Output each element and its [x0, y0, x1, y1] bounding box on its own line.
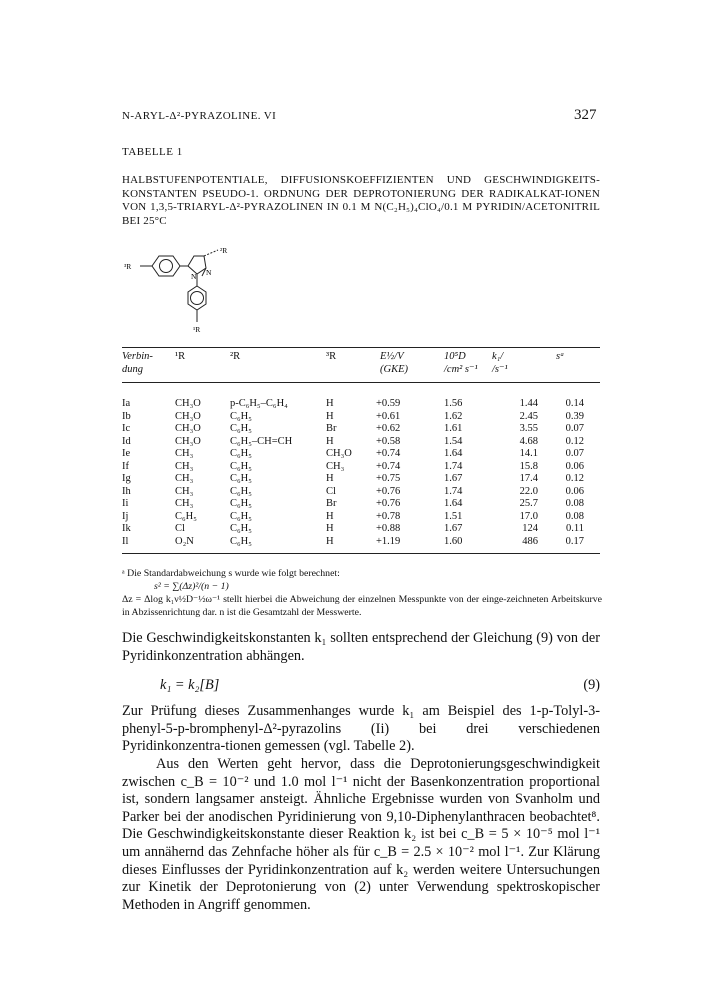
cell-r2: C₆H₅ [230, 448, 252, 459]
cell-s: 0.06 [565, 460, 584, 472]
cell-compound: Ig [122, 473, 131, 484]
cell-r2: C₆H₅ [230, 485, 252, 497]
cell-k1: 486 [522, 535, 538, 547]
table-row [0, 448, 720, 460]
cell-diffusion: 1.67 [444, 473, 463, 484]
cell-s: 0.08 [565, 510, 584, 522]
cell-compound: Ik [122, 523, 131, 534]
table-caption: HALBSTUFENPOTENTIALE, DIFFUSIONSKOEFFIZIENTEN UND GESCHWINDIGKEITS-KONSTANTEN PSEUDO-1. ORDNUNG DER DEPROTONIERUNG DER RADIKALKAT-IONEN VON 1,3,5-TRIARYL-Δ²-PYRAZOLINEN IN 0.1 M N(C₂H₅)₄ClO₄/0.1 M PYRIDIN/ACETONITRIL BEI 25°C [122, 174, 600, 227]
col-header-s: sᵃ [556, 351, 565, 362]
cell-diffusion: 1.54 [444, 435, 463, 447]
cell-r1: CH₃ [175, 448, 194, 459]
cell-e-half: +0.88 [376, 523, 401, 534]
cell-compound: Il [122, 535, 129, 547]
cell-k1: 3.55 [519, 423, 538, 434]
table-row [0, 536, 720, 548]
cell-k1: 22.0 [519, 485, 538, 497]
table-row [0, 411, 720, 423]
equation-9 [122, 671, 600, 701]
table-rule-top [122, 347, 600, 348]
cell-s: 0.12 [565, 435, 584, 447]
cell-e-half: +0.76 [376, 498, 401, 509]
footnote-line: Δz = Δlog k₁ν½D⁻½ω⁻¹ stellt hierbei die Abweichung der einzelnen Messpunkte von der einge-zeichneten Arbeitskurve in Abzissenrichtung dar. n ist die Gesamtzahl der Messwerte. [122, 594, 602, 618]
cell-diffusion: 1.62 [444, 410, 463, 422]
cell-e-half: +0.58 [376, 435, 401, 447]
cell-r1: C₆H₅ [175, 510, 197, 522]
cell-compound: Ic [122, 423, 131, 434]
table-row [0, 398, 720, 410]
col-header-r2: ²R [230, 351, 241, 362]
body-text [122, 630, 600, 914]
page-number: 327 [574, 107, 597, 123]
cell-e-half: +0.74 [376, 448, 401, 459]
cell-r3: Br [326, 498, 337, 509]
cell-r3: CH₃O [326, 448, 352, 459]
table-row [0, 423, 720, 435]
table-rule-bottom [122, 553, 600, 554]
cell-r2: C₆H₅–CH=CH [230, 435, 293, 447]
paragraph: Zur Prüfung dieses Zusammenhanges wurde k₁ am Beispiel des 1-p-Tolyl-3-phenyl-5-p-bromphenyl-Δ²-pyrazolins (Ii) bei drei verschiedenen Pyridinkonzentra-tionen gemessen (vgl. Tabelle 2). [122, 703, 600, 755]
cell-e-half: +0.78 [376, 510, 401, 522]
cell-r2: C₆H₅ [230, 535, 252, 547]
cell-r1: CH₃ [175, 473, 194, 484]
cell-e-half: +0.74 [376, 460, 401, 472]
cell-k1: 1.44 [519, 398, 538, 409]
cell-r1: CH₃ [175, 498, 194, 509]
footnote-formula: s² = ∑(Δz)²/(n − 1) [154, 581, 229, 592]
cell-r3: H [326, 523, 334, 534]
cell-k1: 17.4 [519, 473, 538, 484]
col-header-diffusion: 10⁵D /cm² s⁻¹ [444, 351, 478, 375]
cell-r2: C₆H₅ [230, 523, 252, 534]
cell-diffusion: 1.74 [444, 460, 463, 472]
cell-diffusion: 1.74 [444, 485, 463, 497]
cell-compound: Ib [122, 410, 131, 422]
table-row [0, 486, 720, 498]
cell-k1: 124 [522, 523, 538, 534]
cell-r1: Cl [175, 523, 185, 534]
col-header-r3: ³R [326, 351, 337, 362]
cell-compound: Id [122, 435, 131, 447]
table-rule-header [122, 382, 600, 383]
cell-diffusion: 1.67 [444, 523, 463, 534]
cell-k1: 2.45 [519, 410, 538, 422]
r1-label: ¹R [193, 325, 201, 334]
cell-r2: p-C₆H₅–C₆H₄ [230, 398, 288, 409]
cell-compound: Ih [122, 485, 131, 497]
cell-r3: H [326, 398, 334, 409]
cell-diffusion: 1.51 [444, 510, 463, 522]
cell-e-half: +1.19 [376, 535, 401, 547]
cell-r3: H [326, 535, 334, 547]
cell-r3: H [326, 410, 334, 422]
cell-e-half: +0.62 [376, 423, 401, 434]
cell-diffusion: 1.60 [444, 535, 463, 547]
paragraph: Aus den Werten geht hervor, dass die Deprotonierungsgeschwindigkeit zwischen c_B = 10⁻² und 1.0 mol l⁻¹ nicht der Basenkonzentration proportional ist, sondern langsamer ansteigt. Ähnliche Ergebnisse wurden von Svanholm und Parker bei der anodischen Pyridinierung von 9,10-Diphenylanthracen beobachtet⁸. Die Geschwindigkeitskonstante dieser Reaktion k₂ ist bei c_B = 5 × 10⁻⁵ mol l⁻¹ um annähernd das Zehnfache höher als für c_B = 2.5 × 10⁻² mol l⁻¹. Zur Klärung dieses Einflusses der Pyridinkonzentration auf k₂ werden weitere Untersuchungen zur Kinetik der Deprotonierung von (2) unter Verwendung spektroskopischer Methoden in Angriff genommen. [122, 755, 600, 913]
cell-s: 0.07 [565, 448, 584, 459]
cell-r2: C₆H₅ [230, 473, 252, 484]
cell-r2: C₆H₅ [230, 410, 252, 422]
col-header-r1: ¹R [175, 351, 186, 362]
cell-k1: 25.7 [519, 498, 538, 509]
col-header-k1: k₁/ /s⁻¹ [492, 351, 508, 375]
footnote-line: ᵃ Die Standardabweichung s wurde wie folgt berechnet: [122, 568, 340, 579]
cell-r1: CH₃O [175, 410, 201, 422]
cell-r3: CH₃ [326, 460, 345, 472]
cell-diffusion: 1.64 [444, 498, 463, 509]
cell-r2: C₆H₅ [230, 498, 252, 509]
cell-k1: 15.8 [519, 460, 538, 472]
cell-compound: Ia [122, 398, 131, 409]
cell-r1: CH₃O [175, 435, 201, 447]
cell-r1: O₂N [175, 535, 194, 547]
cell-r1: CH₃O [175, 398, 201, 409]
cell-s: 0.11 [566, 523, 584, 534]
cell-s: 0.08 [565, 498, 584, 509]
col-header-compound: Verbin- dung [122, 351, 153, 375]
cell-r3: H [326, 510, 334, 522]
cell-e-half: +0.76 [376, 485, 401, 497]
pyrazoline-structure [122, 246, 262, 342]
cell-s: 0.12 [565, 473, 584, 484]
cell-e-half: +0.61 [376, 410, 401, 422]
table-footnote [122, 567, 602, 619]
table-row [0, 436, 720, 448]
cell-r3: Br [326, 423, 337, 434]
cell-diffusion: 1.64 [444, 448, 463, 459]
paragraph: Die Geschwindigkeitskonstanten k₁ sollten entsprechend der Gleichung (9) von der Pyridinkonzentration abhängen. [122, 630, 600, 664]
nitrogen-label: N [206, 268, 212, 277]
cell-diffusion: 1.61 [444, 423, 463, 434]
table-row [0, 511, 720, 523]
cell-r3: H [326, 435, 334, 447]
cell-compound: Ie [122, 448, 131, 459]
equation-number: (9) [583, 677, 600, 694]
r2-label: ²R [220, 246, 228, 255]
table-row [0, 461, 720, 473]
running-head: N-ARYL-Δ²-PYRAZOLINE. VI [122, 110, 277, 122]
cell-compound: Ij [122, 510, 129, 522]
cell-r3: H [326, 473, 334, 484]
r3-label: ³R [124, 262, 132, 271]
table-label: TABELLE 1 [122, 146, 183, 158]
cell-s: 0.14 [565, 398, 584, 409]
equation: k₁ = k₂[B] [160, 677, 220, 694]
cell-s: 0.06 [565, 485, 584, 497]
cell-e-half: +0.75 [376, 473, 401, 484]
cell-diffusion: 1.56 [444, 398, 463, 409]
cell-s: 0.07 [565, 423, 584, 434]
cell-r1: CH₃ [175, 485, 194, 497]
cell-k1: 4.68 [519, 435, 538, 447]
cell-r2: C₆H₅ [230, 423, 252, 434]
cell-r1: CH₃O [175, 423, 201, 434]
table-row [0, 523, 720, 535]
cell-k1: 17.0 [519, 510, 538, 522]
col-header-e-half: E½/V (GKE) [380, 351, 408, 375]
cell-r2: C₆H₅ [230, 510, 252, 522]
cell-compound: Ii [122, 498, 129, 509]
cell-s: 0.17 [565, 535, 584, 547]
cell-r2: C₆H₅ [230, 460, 252, 472]
cell-k1: 14.1 [519, 448, 538, 459]
table-row [0, 498, 720, 510]
cell-r1: CH₃ [175, 460, 194, 472]
cell-r3: Cl [326, 485, 336, 497]
nitrogen-label: N [191, 272, 197, 281]
cell-e-half: +0.59 [376, 398, 401, 409]
table-row [0, 473, 720, 485]
cell-compound: If [122, 460, 129, 472]
cell-s: 0.39 [565, 410, 584, 422]
